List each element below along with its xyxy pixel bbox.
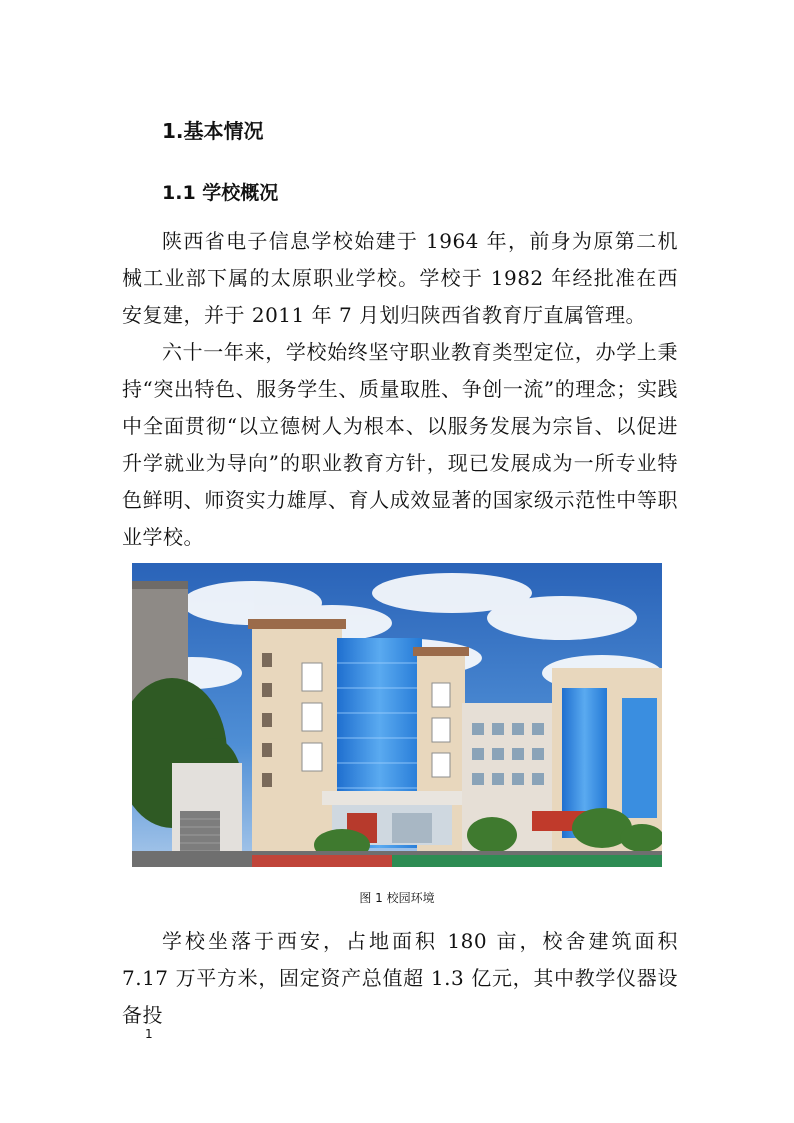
section-heading: 1.基本情况 <box>162 119 264 143</box>
figure-caption: 图 1 校园环境 <box>359 891 435 905</box>
subsection-heading: 1.1 学校概况 <box>162 182 279 204</box>
paragraph-campus: 学校坐落于西安，占地面积 180 亩，校舍建筑面积 7.17 万平方米，固定资产总值超 1.3 亿元，其中教学仪器设备投 <box>122 929 678 1027</box>
paragraph-history: 陕西省电子信息学校始建于 1964 年，前身为原第二机械工业部下属的太原职业学校。学校于 1982 年经批准在西安复建，并于 2011 年 7 月划归陕西省教育厅直属管理。 <box>122 229 678 327</box>
paragraph-philosophy: 六十一年来，学校始终坚守职业教育类型定位，办学上秉持“突出特色、服务学生、质量取胜、争创一流”的理念；实践中全面贯彻“以立德树人为根本、以服务发展为宗旨、以促进升学就业为导向”的职业教育方针，现已发展成为一所专业特色鲜明、师资实力雄厚、育人成效显著的国家级示范性中等职业学校。 <box>122 340 678 549</box>
campus-photo <box>132 563 662 867</box>
page-number: 1 <box>145 1027 153 1041</box>
